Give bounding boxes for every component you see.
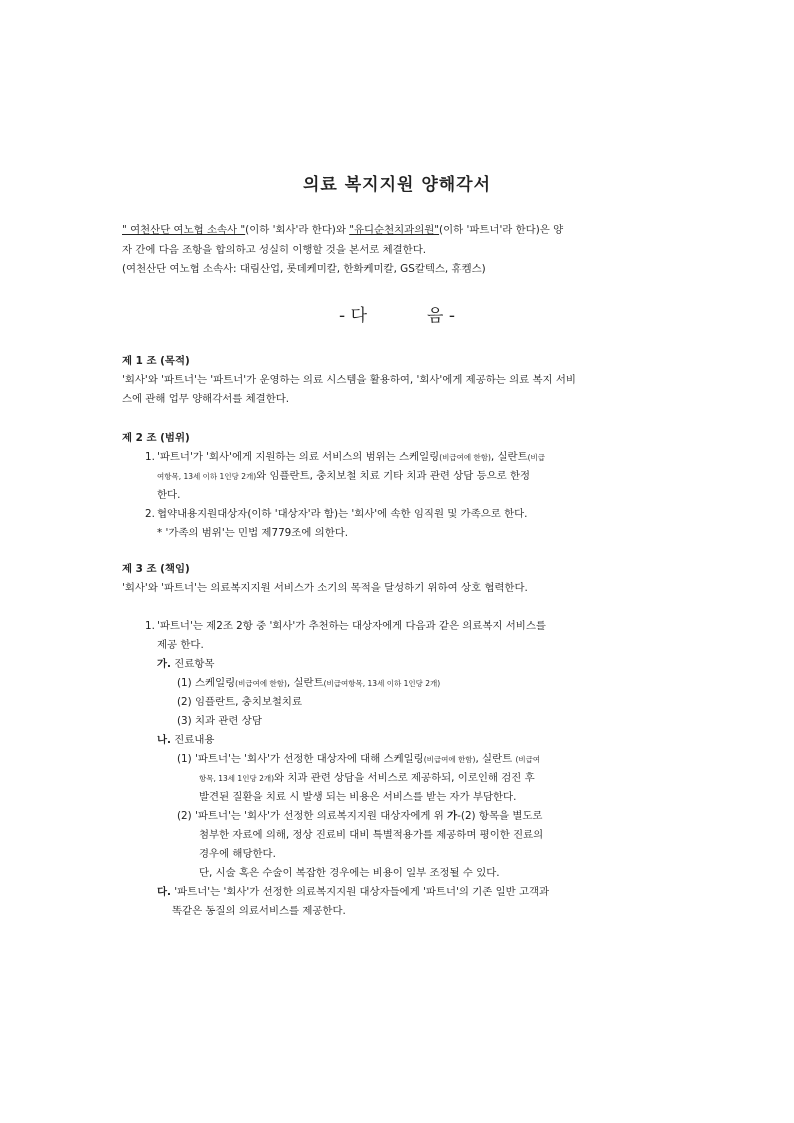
ga-item-3: (3) 치과 관련 상담 <box>177 715 262 727</box>
intro-text-2: (이하 '파트너'라 한다)은 양 <box>439 224 564 236</box>
da-eum-left: - 다 <box>339 306 367 326</box>
intro-line-3: (여천산단 여노협 소속사: 대림산업, 롯데케미칼, 한화케미칼, GS칼텍스, 휴켐스) <box>122 263 486 275</box>
article-2-item-1-line-1 <box>157 448 545 467</box>
small-note: (비급여에 한함) <box>439 453 491 462</box>
na-item-1-line-3: 발견된 질환을 치료 시 발생 되는 비용은 서비스를 받는 자가 부담한다. <box>199 791 517 803</box>
ga-item-2: (2) 임플란트, 충치보철치료 <box>177 696 302 708</box>
article-3-line-1: '회사'와 '파트너'는 의료복지지원 서비스가 소기의 목적을 달성하기 위하여 상호 협력한다. <box>122 582 528 594</box>
na-item-1-line-1 <box>177 750 540 769</box>
section-ga-heading <box>157 655 214 673</box>
section-marker: 나. <box>157 734 171 746</box>
da-eum-right: 음 - <box>427 306 455 326</box>
article-1-line-2: 스에 관해 업무 양해각서를 체결한다. <box>122 393 290 405</box>
article-3-item-1-line-1: '파트너'는 제2조 2항 중 '회사'가 추천하는 대상자에게 다음과 같은 의료복지 서비스를 <box>157 620 546 632</box>
na-item-1-line-2 <box>199 769 535 788</box>
section-da-line-2: 똑같은 동질의 의료서비스를 제공한다. <box>172 905 346 917</box>
text-segment: -(2) 항목을 별도로 <box>457 810 543 822</box>
text-segment: 와 임플란트, 충치보철 치료 기타 치과 관련 상담 등으로 한정 <box>256 470 531 482</box>
text-segment: (1) 스케일링 <box>177 677 236 689</box>
na-item-2-line-2: 첨부한 자료에 의해, 정상 진료비 대비 특별적용가를 제공하며 평이한 진료의 <box>199 829 544 841</box>
article-2-item-2: 협약내용지원대상자(이하 '대상자'라 함)는 '회사'에 속한 임직원 및 가족으로 한다. <box>157 508 528 520</box>
article-2-item-1-line-3: 한다. <box>157 489 181 501</box>
section-title: 진료내용 <box>171 734 215 746</box>
na-item-2-line-4: 단, 시술 혹은 수술이 복잡한 경우에는 비용이 일부 조정될 수 있다. <box>199 867 500 879</box>
small-note: (비급여항목, 13세 이하 1인당 2개) <box>323 679 441 688</box>
text-segment: , 실란트 <box>475 753 516 765</box>
article-3-heading: 제 3 조 (책임) <box>122 563 190 575</box>
small-note: 여항목, 13세 이하 1인당 2개) <box>157 472 257 481</box>
company-name-field: " 여천산단 여노협 소속사 " <box>122 224 246 236</box>
text-segment: , 실란트 <box>490 451 528 463</box>
text-segment: 와 치과 관련 상담을 서비스로 제공하되, 이로인해 검진 후 <box>274 772 535 784</box>
article-2-item-1-line-2 <box>157 467 530 486</box>
section-text: '파트너'는 '회사'가 선정한 의료복지지원 대상자들에게 '파트너'의 기존 일반 고객과 <box>171 886 550 898</box>
small-note: (비급여 <box>515 755 541 764</box>
article-3-item-1-number: 1. <box>145 620 155 632</box>
na-item-2-line-1 <box>177 807 542 825</box>
na-item-2-line-3: 경우에 해당한다. <box>199 848 276 860</box>
article-2-item-1-number: 1. <box>145 451 155 463</box>
article-3-item-1-line-2: 제공 한다. <box>157 639 204 651</box>
text-segment: , 실란트 <box>286 677 324 689</box>
ga-item-1 <box>177 674 440 693</box>
text-segment: (2) '파트너'는 '회사'가 선정한 의료복지지원 대상자에게 위 <box>177 810 448 822</box>
section-marker: 가. <box>157 658 171 670</box>
text-segment: 가 <box>447 810 458 822</box>
section-title: 진료항목 <box>171 658 215 670</box>
article-1-heading: 제 1 조 (목적) <box>122 355 190 367</box>
text-segment: (1) '파트너'는 '회사'가 선정한 대상자에 대해 스케일링 <box>177 753 424 765</box>
article-1-line-1: '회사'와 '파트너'는 '파트너'가 운영하는 의료 시스템을 활용하여, '회사'에게 제공하는 의료 복지 서비 <box>122 374 576 386</box>
intro-line-2: 자 간에 다음 조항을 합의하고 성실히 이행할 것을 본서로 체결한다. <box>122 244 427 256</box>
article-2-item-2-number: 2. <box>145 508 155 520</box>
article-2-heading: 제 2 조 (범위) <box>122 432 190 444</box>
section-da-line-1 <box>157 883 549 901</box>
intro-line-1 <box>122 221 563 239</box>
small-note: (비급여에 한함) <box>423 755 476 764</box>
da-eum-heading <box>0 301 794 326</box>
small-note: (비급 <box>527 453 546 462</box>
text-segment: '파트너'가 '회사'에게 지원하는 의료 서비스의 범위는 스케일링 <box>157 451 440 463</box>
article-2-note: * '가족의 범위'는 민법 제779조에 의한다. <box>157 527 349 539</box>
section-na-heading <box>157 731 214 749</box>
document-title: 의료 복지지원 양해각서 <box>302 175 492 195</box>
small-note: 항목, 13세 1인당 2개) <box>199 774 275 783</box>
section-marker: 다. <box>157 886 171 898</box>
partner-name-field: "유디순천치과의원" <box>349 224 440 236</box>
small-note: (비급여에 한함) <box>235 679 287 688</box>
intro-text-1: (이하 '회사'라 한다)와 <box>245 224 350 236</box>
